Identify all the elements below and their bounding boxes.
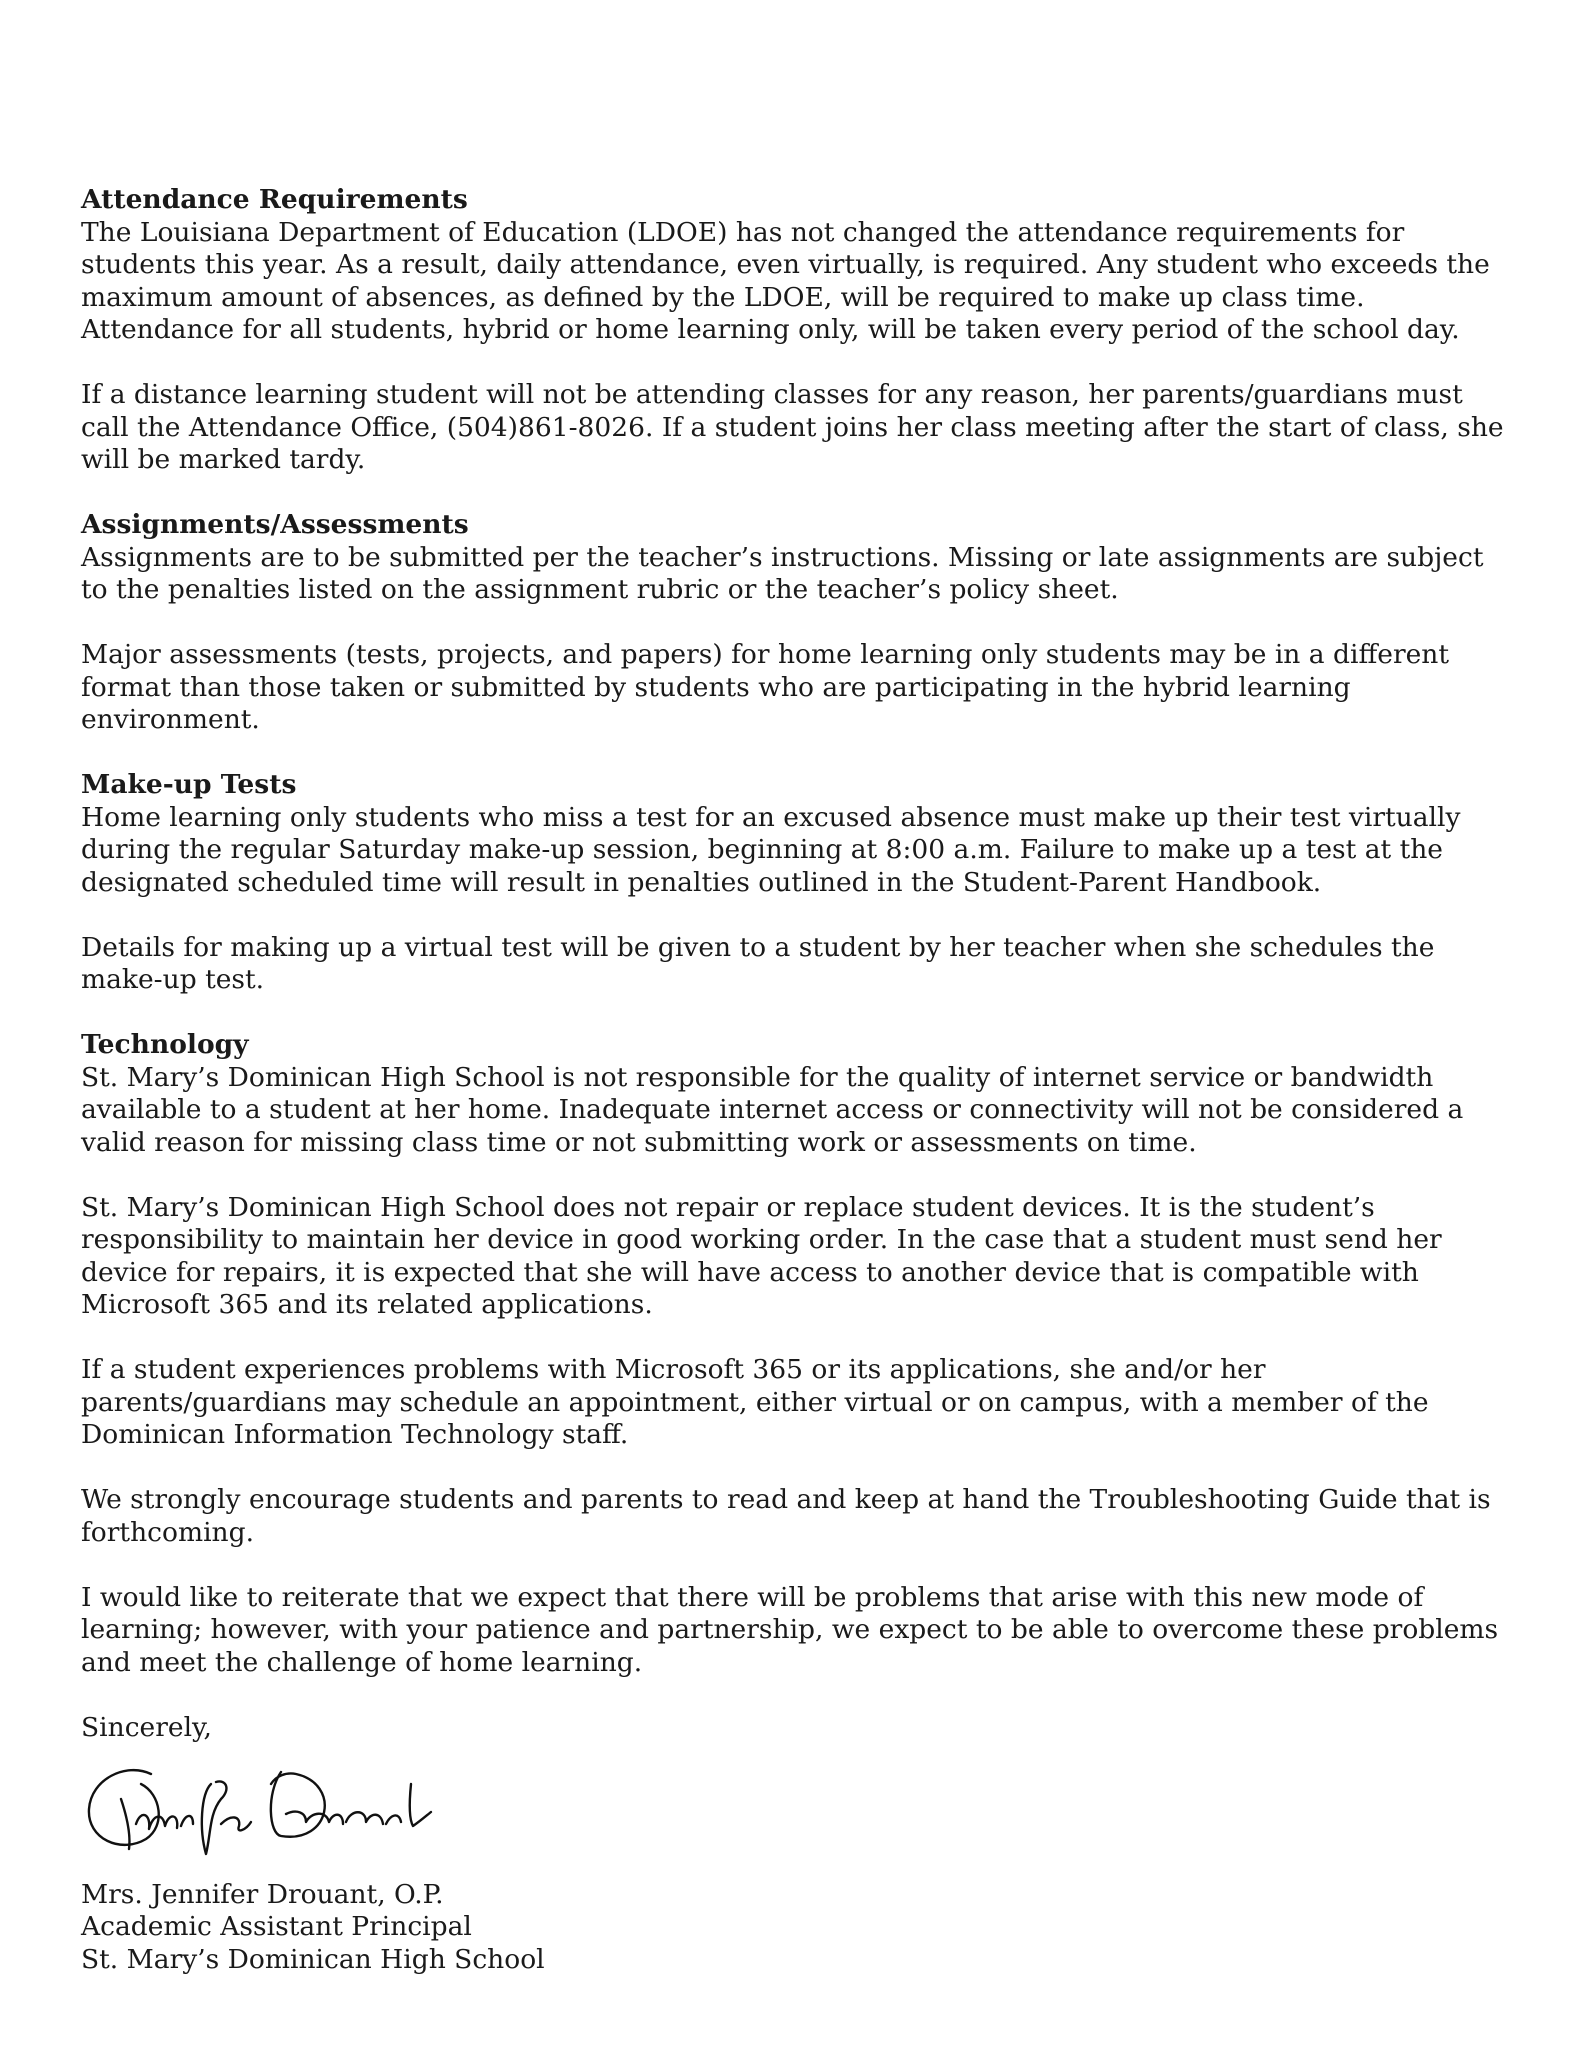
signer-school: St. Mary’s Dominican High School [81,1943,545,1975]
paragraph: Assignments are to be submitted per the teacher’s instructions. Missing or late assignments are subject to the penalties listed on the assignment rubric or the teacher’s policy sheet. [81,541,1484,605]
section-makeup-tests-cont [81,932,1511,997]
section-technology [81,1029,1511,1159]
letter-page [81,184,1511,1976]
section-technology-cont-2 [81,1354,1511,1452]
signer-title: Academic Assistant Principal [81,1911,472,1942]
paragraph: Major assessments (tests, projects, and papers) for home learning only students may be in a different format than those taken or submitted by students who are participating in the hybrid learning environment. [81,639,1450,735]
paragraph: The Louisiana Department of Education (LDOE) has not changed the attendance requirements for students this year. As a result, daily attendance, even virtually, is required. Any student who exceeds the maximum amount of absences, as defined by the LDOE, will be required to make up class time. Attendance for all students, hybrid or home learning only, will be taken every period of the school day. [81,216,1490,345]
paragraph: If a student experiences problems with Microsoft 365 or its applications, she and/or her parents/guardians may schedule an appointment, either virtual or on campus, with a member of the Dominican Information Technology staff. [81,1354,1429,1450]
section-assignments-cont [81,639,1511,737]
paragraph: We strongly encourage students and parents to read and keep at hand the Troubleshooting Guide that is forthcoming. [81,1484,1491,1548]
closing: Sincerely, [81,1711,212,1743]
signer-block [81,1879,1511,1977]
section-technology-cont-1 [81,1192,1511,1322]
section-attendance-cont [81,379,1511,477]
paragraph: Home learning only students who miss a test for an excused absence must make up their test virtually during the regular Saturday make-up session, beginning at 8:00 a.m. Failure to make up a test at the designated scheduled time will result in penalties outlined in the Student-Parent Handbook. [81,801,1461,898]
section-attendance [81,184,1511,347]
handwritten-signature [81,1754,441,1864]
paragraph: If a distance learning student will not be attending classes for any reason, her parents/guardians must call the Attendance Office, (504)861-8026. If a student joins her class meeting after the start of class, she will be marked tardy. [81,379,1504,475]
section-technology-cont-3 [81,1484,1511,1549]
section-assignments [81,509,1511,607]
paragraph: St. Mary’s Dominican High School does not repair or replace student devices. It is the student’s responsibility to maintain her device in good working order. In the case that a student must send her device for repairs, it is expected that she will have access to another device that is compatible with Microsoft 365 and its related applications. [81,1191,1442,1320]
section-heading: Assignments/Assessments [81,509,469,540]
section-makeup-tests [81,769,1511,899]
section-technology-cont-4 [81,1582,1511,1680]
paragraph: Details for making up a virtual test will be given to a student by her teacher when she schedules the make-up test. [81,931,1435,995]
paragraph: St. Mary’s Dominican High School is not responsible for the quality of internet service or bandwidth available to a student at her home. Inadequate internet access or connectivity will not be considered a valid reason for missing class time or not submitting work or assessments on time. [81,1061,1464,1158]
section-heading: Technology [81,1029,249,1060]
signer-name: Mrs. Jennifer Drouant, O.P. [81,1878,444,1910]
section-heading: Attendance Requirements [81,184,468,215]
paragraph: I would like to reiterate that we expect that there will be problems that arise with this new mode of learning; however, with your patience and partnership, we expect to be able to overcome these problems and meet the challenge of home learning. [81,1581,1499,1678]
section-heading: Make-up Tests [81,769,297,800]
